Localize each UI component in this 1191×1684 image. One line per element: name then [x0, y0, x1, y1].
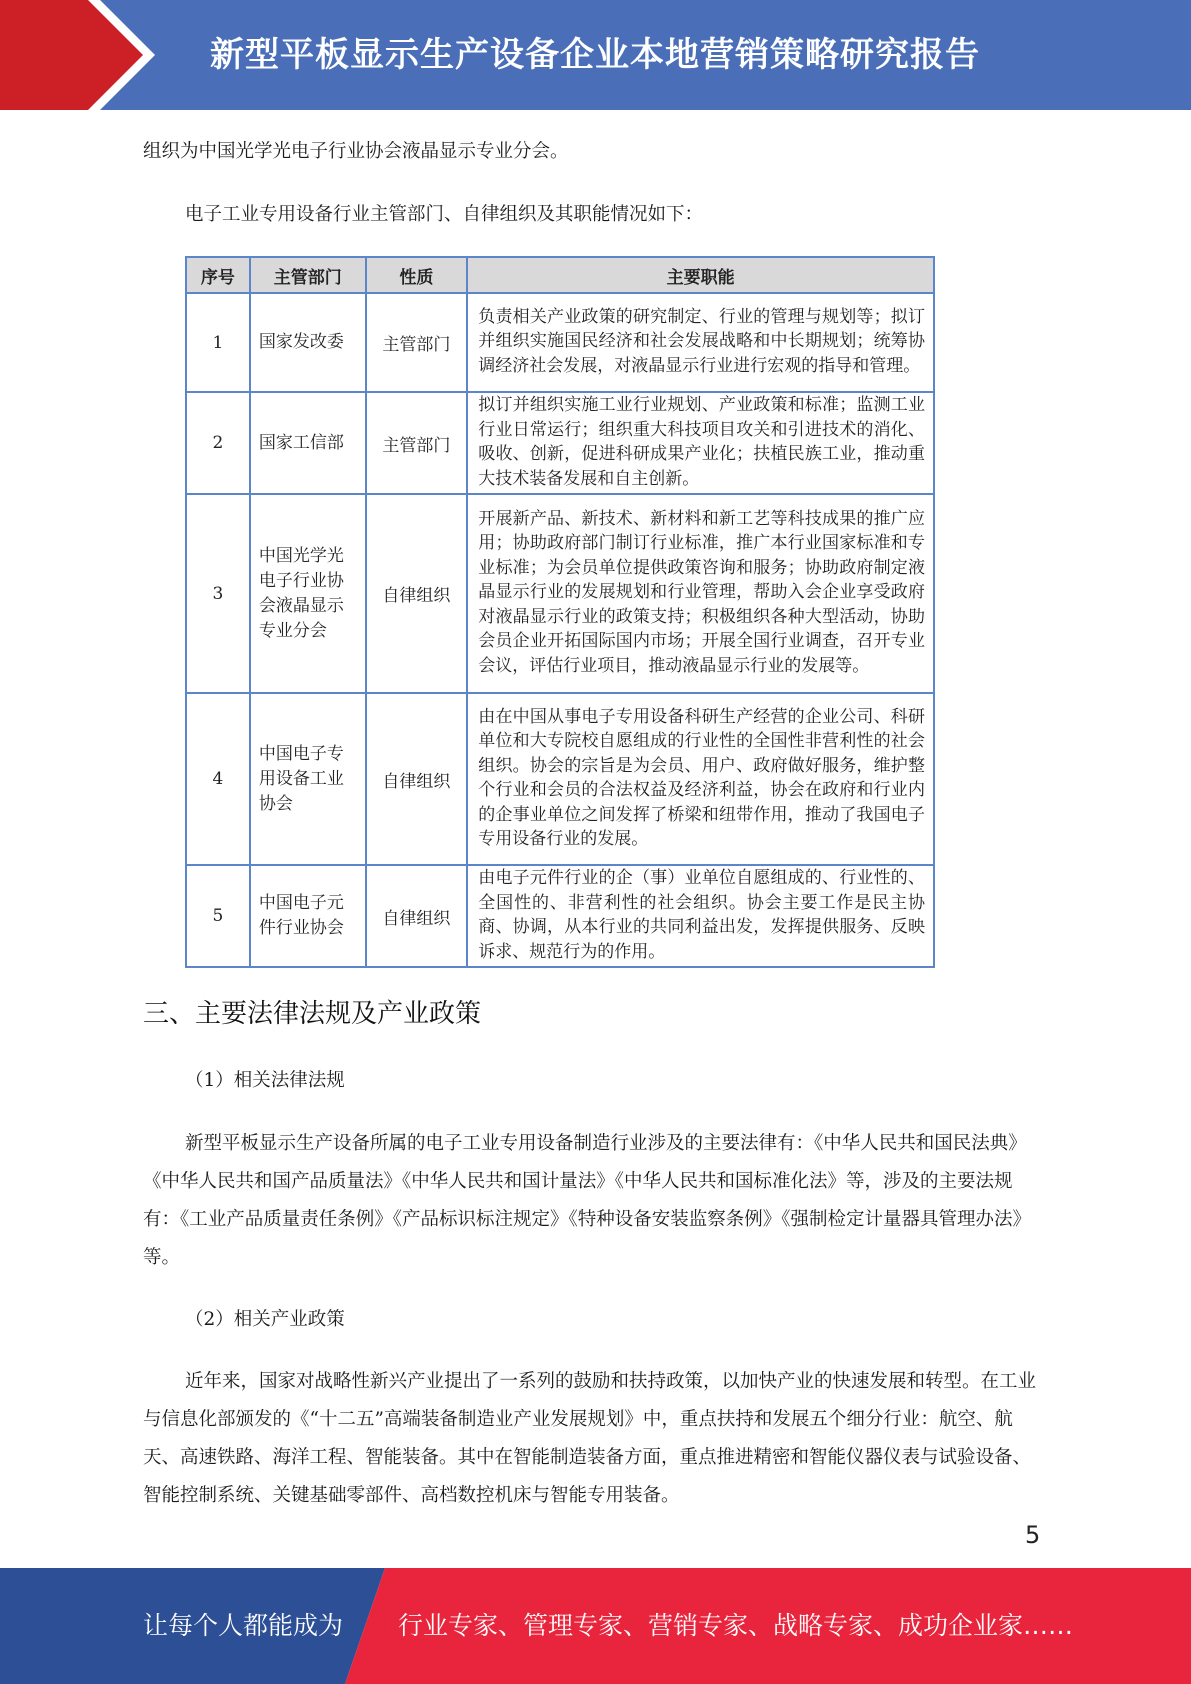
header-functions: 主要职能 [467, 257, 934, 293]
authority-table [185, 256, 935, 968]
row-functions: 拟订并组织实施工业行业规划、产业政策和标准；监测工业行业日常运行；组织重大科技项目攻关和引进技术的消化、吸收、创新，促进科研成果产业化；扶植民族工业，推动重大技术装备发展和自主创新。 [467, 392, 934, 494]
row-dept: 国家工信部 [250, 392, 366, 494]
row-nature: 自律组织 [366, 494, 468, 693]
footer-banner [0, 1568, 1191, 1684]
row-functions: 由电子元件行业的企（事）业单位自愿组成的、行业性的、全国性的、非营利性的社会组织。协会主要工作是民主协商、协调，从本行业的共同利益出发，发挥提供服务、反映诉求、规范行为的作用。 [467, 865, 934, 967]
table-header-row [186, 257, 934, 293]
report-title: 新型平板显示生产设备企业本地营销策略研究报告 [210, 35, 980, 75]
row-nature: 主管部门 [366, 293, 468, 392]
row-no: 5 [186, 865, 250, 967]
section-heading: 三、主要法律法规及产业政策 [143, 999, 482, 1029]
header-banner [0, 0, 1191, 110]
paragraph-policy: 近年来，国家对战略性新兴产业提出了一系列的鼓励和扶持政策，以加快产业的快速发展和转型。在工业与信息化部颁发的《“十二五”高端装备制造业产业发展规划》中，重点扶持和发展五个细分行业：航空、航天、高速铁路、海洋工程、智能装备。其中在智能制造装备方面，重点推进精密和智能仪器仪表与试验设备、智能控制系统、关键基础零部件、高档数控机床与智能专用装备。 [143, 1371, 1037, 1506]
header-dept: 主管部门 [250, 257, 366, 293]
paragraph-table-intro: 电子工业专用设备行业主管部门、自律组织及其职能情况如下： [185, 204, 704, 225]
row-nature: 自律组织 [366, 693, 468, 865]
paragraph-continuation: 组织为中国光学光电子行业协会液晶显示专业分会。 [143, 141, 569, 162]
row-no: 2 [186, 392, 250, 494]
subheading-policy: （2）相关产业政策 [185, 1309, 345, 1330]
footer-slogan-left: 让每个人都能成为 [143, 1611, 344, 1640]
table-row [186, 494, 934, 693]
row-no: 4 [186, 693, 250, 865]
row-no: 3 [186, 494, 250, 693]
page-number: 5 [1025, 1521, 1041, 1549]
row-functions: 开展新产品、新技术、新材料和新工艺等科技成果的推广应用；协助政府部门制订行业标准，推广本行业国家标准和专业标准；为会员单位提供政策咨询和服务；协助政府制定液晶显示行业的发展规划和行业管理，帮助入会企业享受政府对液晶显示行业的政策支持；积极组织各种大型活动，协助会员企业开拓国际国内市场；开展全国行业调查，召开专业会议，评估行业项目，推动液晶显示行业的发展等。 [467, 494, 934, 693]
row-dept: 中国电子专用设备工业协会 [250, 693, 366, 865]
row-no: 1 [186, 293, 250, 392]
paragraph-laws: 新型平板显示生产设备所属的电子工业专用设备制造行业涉及的主要法律有：《中华人民共和国民法典》《中华人民共和国产品质量法》《中华人民共和国计量法》《中华人民共和国标准化法》等，涉及的主要法规有：《工业产品质量责任条例》《产品标识标注规定》《特种设备安装监察条例》《强制检定计量器具管理办法》等。 [143, 1133, 1032, 1268]
table-row [186, 293, 934, 392]
row-dept: 中国光学光电子行业协会液晶显示专业分会 [250, 494, 366, 693]
row-dept: 中国电子元件行业协会 [250, 865, 366, 967]
row-functions: 由在中国从事电子专用设备科研生产经营的企业公司、科研单位和大专院校自愿组成的行业性的全国性非营利性的社会组织。协会的宗旨是为会员、用户、政府做好服务，维护整个行业和会员的合法权益及经济利益，协会在政府和行业内的企事业单位之间发挥了桥梁和纽带作用，推动了我国电子专用设备行业的发展。 [467, 693, 934, 865]
subheading-laws: （1）相关法律法规 [185, 1070, 345, 1091]
table-row [186, 865, 934, 967]
row-dept: 国家发改委 [250, 293, 366, 392]
header-nature: 性质 [366, 257, 468, 293]
footer-slogan-right: 行业专家、管理专家、营销专家、战略专家、成功企业家…… [398, 1611, 1074, 1640]
table-row [186, 693, 934, 865]
row-nature: 自律组织 [366, 865, 468, 967]
header-no: 序号 [186, 257, 250, 293]
table-row [186, 392, 934, 494]
row-functions: 负责相关产业政策的研究制定、行业的管理与规划等；拟订并组织实施国民经济和社会发展战略和中长期规划；统筹协调经济社会发展，对液晶显示行业进行宏观的指导和管理。 [467, 293, 934, 392]
row-nature: 主管部门 [366, 392, 468, 494]
